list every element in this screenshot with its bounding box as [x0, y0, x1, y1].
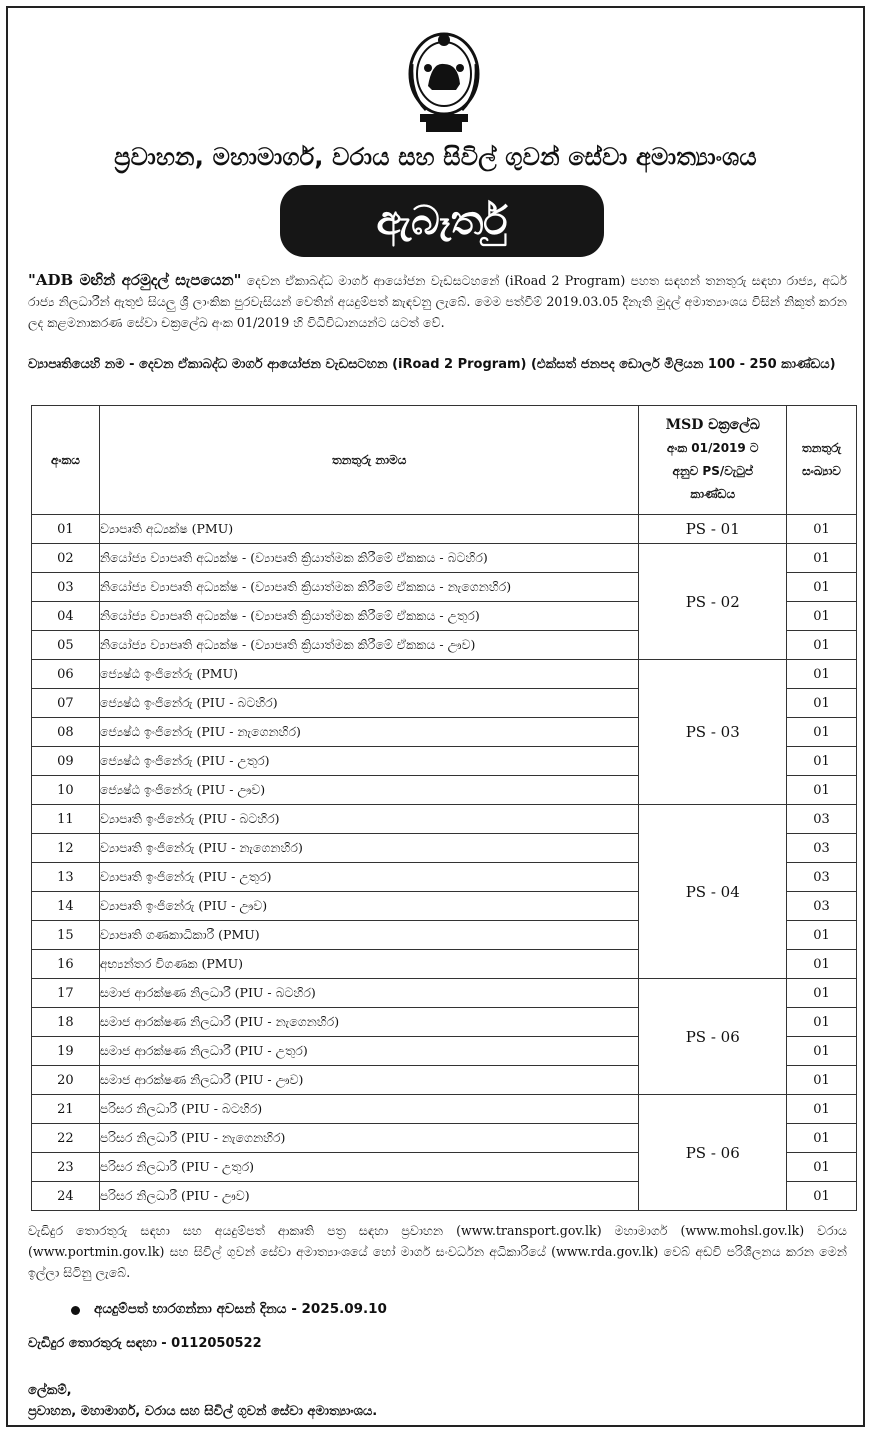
row-number: 05	[32, 631, 100, 660]
position-title: ව්‍යාපෘති ඉංජිනේරු (PIU - නැගෙනහිර)	[99, 834, 639, 863]
position-count: 01	[787, 660, 857, 689]
signatory-title: ලේකම්,	[28, 1383, 72, 1398]
position-count: 01	[787, 515, 857, 544]
row-number: 06	[32, 660, 100, 689]
salary-grade: PS - 01	[639, 515, 787, 544]
header-msd-line: MSD චක්‍රලේඛ	[665, 417, 760, 433]
position-title: නියෝජ්‍ය ව්‍යාපෘති අධ්‍යක්ෂ - (ව්‍යාපෘති ක්‍රියාත්මක කිරීමේ ඒකකය - නැගෙනහිර)	[99, 573, 639, 602]
position-count: 03	[787, 863, 857, 892]
contact-info: වැඩිදුර තොරතුරු සඳහා - 0112050522	[28, 1336, 262, 1351]
salary-grade: PS - 03	[639, 660, 787, 805]
position-count: 03	[787, 805, 857, 834]
salary-grade: PS - 04	[639, 805, 787, 979]
position-title: නියෝජ්‍ය ව්‍යාපෘති අධ්‍යක්ෂ - (ව්‍යාපෘති ක්‍රියාත්මක කිරීමේ ඒකකය - උතුර)	[99, 602, 639, 631]
position-title: පරිසර නිලධාරී (PIU - නැගෙනහිර)	[99, 1124, 639, 1153]
row-number: 24	[32, 1182, 100, 1211]
positions-table	[31, 405, 857, 1211]
row-number: 13	[32, 863, 100, 892]
position-title: ව්‍යාපෘති ගණකාධිකාරී (PMU)	[99, 921, 639, 950]
intro-paragraph	[28, 270, 847, 333]
position-title: ජ්‍යෙෂ්ඨ ඉංජිනේරු (PIU - උතුර)	[99, 747, 639, 776]
row-number: 22	[32, 1124, 100, 1153]
table-header-row	[32, 406, 857, 515]
position-count: 03	[787, 834, 857, 863]
salary-grade: PS - 06	[639, 979, 787, 1095]
position-title: සමාජ ආරක්ෂණ නිලධාරී (PIU - ඌව)	[99, 1066, 639, 1095]
row-number: 04	[32, 602, 100, 631]
closing-date: අයදුම්පත් භාරගන්නා අවසන් දිනය - 2025.09.10	[94, 1301, 387, 1317]
salary-grade: PS - 06	[639, 1095, 787, 1211]
position-count: 01	[787, 1095, 857, 1124]
position-count: 01	[787, 921, 857, 950]
row-number: 17	[32, 979, 100, 1008]
position-title: සමාජ ආරක්ෂණ නිලධාරී (PIU - බටහිර)	[99, 979, 639, 1008]
header-count-line: සංඛ්‍යාව	[802, 464, 841, 478]
position-count: 01	[787, 979, 857, 1008]
table-row	[32, 979, 857, 1008]
funder-label: "ADB මඟින් අරමුදල් සැපයෙන"	[28, 271, 242, 289]
row-number: 14	[32, 892, 100, 921]
position-title: පරිසර නිලධාරී (PIU - ඌව)	[99, 1182, 639, 1211]
header-count	[787, 406, 857, 515]
row-number: 09	[32, 747, 100, 776]
table-row	[32, 515, 857, 544]
position-title: ව්‍යාපෘති ඉංජිනේරු (PIU - උතුර)	[99, 863, 639, 892]
row-number: 01	[32, 515, 100, 544]
row-number: 16	[32, 950, 100, 979]
row-number: 15	[32, 921, 100, 950]
table-row	[32, 544, 857, 573]
row-number: 08	[32, 718, 100, 747]
project-name: ව්‍යාපෘතියෙහි නම - දෙවන ඒකාබද්ධ මාර්ග ආයෝජන වැඩසටහන (iRoad 2 Program) (එක්සත් ජනපද ඩොලර් මිලියන 100 - 250 කාණ්ඩය)	[28, 357, 836, 372]
header-number: අංකය	[32, 406, 100, 515]
position-title: අභ්‍යන්තර විගණක (PMU)	[99, 950, 639, 979]
row-number: 18	[32, 1008, 100, 1037]
position-title: සමාජ ආරක්ෂණ නිලධාරී (PIU - නැගෙනහිර)	[99, 1008, 639, 1037]
position-count: 01	[787, 776, 857, 805]
row-number: 11	[32, 805, 100, 834]
row-number: 02	[32, 544, 100, 573]
position-count: 01	[787, 602, 857, 631]
row-number: 03	[32, 573, 100, 602]
position-count: 01	[787, 1153, 857, 1182]
header-count-line: තනතුරු	[801, 441, 842, 455]
position-count: 01	[787, 573, 857, 602]
header-title: තනතුරු නාමය	[99, 406, 639, 515]
bullet-icon	[71, 1306, 80, 1315]
more-info-paragraph: වැඩිදුර තොරතුරු සඳහා සහ අයදුම්පත් ආකෘති පත්‍ර සඳහා ප්‍රවාහන (www.transport.gov.lk) මහාමාර්ග (www.mohsl.gov.lk) වරාය (www.portmin.gov.lk) සහ සිවිල් ගුවන් සේවා අමාත්‍යාංශයේ හෝ මාර්ග සංවර්ධන අධිකාරියේ (www.rda.gov.lk) වෙබ් අඩවි පරිශීලනය කරන මෙන් ඉල්ලා සිටිනු ලැබේ.	[28, 1223, 847, 1280]
position-count: 01	[787, 631, 857, 660]
position-title: පරිසර නිලධාරී (PIU - උතුර)	[99, 1153, 639, 1182]
announcement-banner: ඇබෑර්තු	[280, 185, 604, 257]
position-count: 01	[787, 1182, 857, 1211]
position-title: ව්‍යාපෘති ඉංජිනේරු (PIU - ඌව)	[99, 892, 639, 921]
ministry-title: ප්‍රවාහන, මහාමාර්ග, වරාය සහ සිවිල් ගුවන් සේවා අමාත්‍යාංශය	[114, 143, 757, 171]
position-count: 01	[787, 950, 857, 979]
table-row	[32, 1095, 857, 1124]
intro-text: දෙවන ඒකාබද්ධ මාර්ග ආයෝජන වැඩසටහනේ (iRoad 2 Program) පහත සඳහන් තනතුරු සඳහා රාජ්‍ය, අර්ධ රාජ්‍ය නිලධාරීන් ඇතුළු සියලු ශ්‍රී ලාංකික පුරවැසියන් වෙතින් අයදුම්පත් කැඳවනු ලැබේ. මෙම පත්වීම් 2019.03.05 දිනැති මුදල් අමාත්‍යාංශය විසින් නිකුත් කරන ලද කළමනාකරණ සේවා චක්‍රලේඛ අංක 01/2019 හි විධිවිධානයන්ට යටත් වේ.	[28, 273, 847, 330]
position-count: 01	[787, 1037, 857, 1066]
row-number: 23	[32, 1153, 100, 1182]
position-count: 01	[787, 544, 857, 573]
position-count: 01	[787, 689, 857, 718]
position-title: ව්‍යාපෘති ඉංජිනේරු (PIU - බටහිර)	[99, 805, 639, 834]
position-title: නියෝජ්‍ය ව්‍යාපෘති අධ්‍යක්ෂ - (ව්‍යාපෘති ක්‍රියාත්මක කිරීමේ ඒකකය - බටහිර)	[99, 544, 639, 573]
position-title: ජ්‍යෙෂ්ඨ ඉංජිනේරු (PIU - ඌව)	[99, 776, 639, 805]
position-title: සමාජ ආරක්ෂණ නිලධාරී (PIU - උතුර)	[99, 1037, 639, 1066]
position-count: 01	[787, 718, 857, 747]
position-title: ජ්‍යෙෂ්ඨ ඉංජිනේරු (PIU - බටහිර)	[99, 689, 639, 718]
position-title: නියෝජ්‍ය ව්‍යාපෘති අධ්‍යක්ෂ - (ව්‍යාපෘති ක්‍රියාත්මක කිරීමේ ඒකකය - ඌව)	[99, 631, 639, 660]
row-number: 12	[32, 834, 100, 863]
row-number: 21	[32, 1095, 100, 1124]
table-row	[32, 805, 857, 834]
header-msd-line: අංක 01/2019 ට	[666, 441, 759, 455]
header-msd-line: අනුව PS/වැටුප්	[672, 464, 753, 478]
position-title: ජ්‍යෙෂ්ඨ ඉංජිනේරු (PMU)	[99, 660, 639, 689]
row-number: 19	[32, 1037, 100, 1066]
header-msd-line: කාණ්ඩය	[690, 487, 736, 501]
table-body	[32, 515, 857, 1211]
header-msd	[639, 406, 787, 515]
row-number: 07	[32, 689, 100, 718]
position-title: ව්‍යාපෘති අධ්‍යක්ෂ (PMU)	[99, 515, 639, 544]
table-row	[32, 660, 857, 689]
signatory-ministry: ප්‍රවාහන, මහාමාර්ග, වරාය සහ සිවිල් ගුවන් සේවා අමාත්‍යාංශය.	[28, 1404, 378, 1419]
salary-grade: PS - 02	[639, 544, 787, 660]
position-count: 01	[787, 1124, 857, 1153]
position-title: පරිසර නිලධාරී (PIU - බටහිර)	[99, 1095, 639, 1124]
position-count: 01	[787, 1008, 857, 1037]
national-emblem-icon	[406, 24, 482, 136]
row-number: 10	[32, 776, 100, 805]
advertisement-page	[6, 6, 865, 1427]
position-count: 01	[787, 747, 857, 776]
position-title: ජ්‍යෙෂ්ඨ ඉංජිනේරු (PIU - නැගෙනහිර)	[99, 718, 639, 747]
row-number: 20	[32, 1066, 100, 1095]
position-count: 03	[787, 892, 857, 921]
position-count: 01	[787, 1066, 857, 1095]
